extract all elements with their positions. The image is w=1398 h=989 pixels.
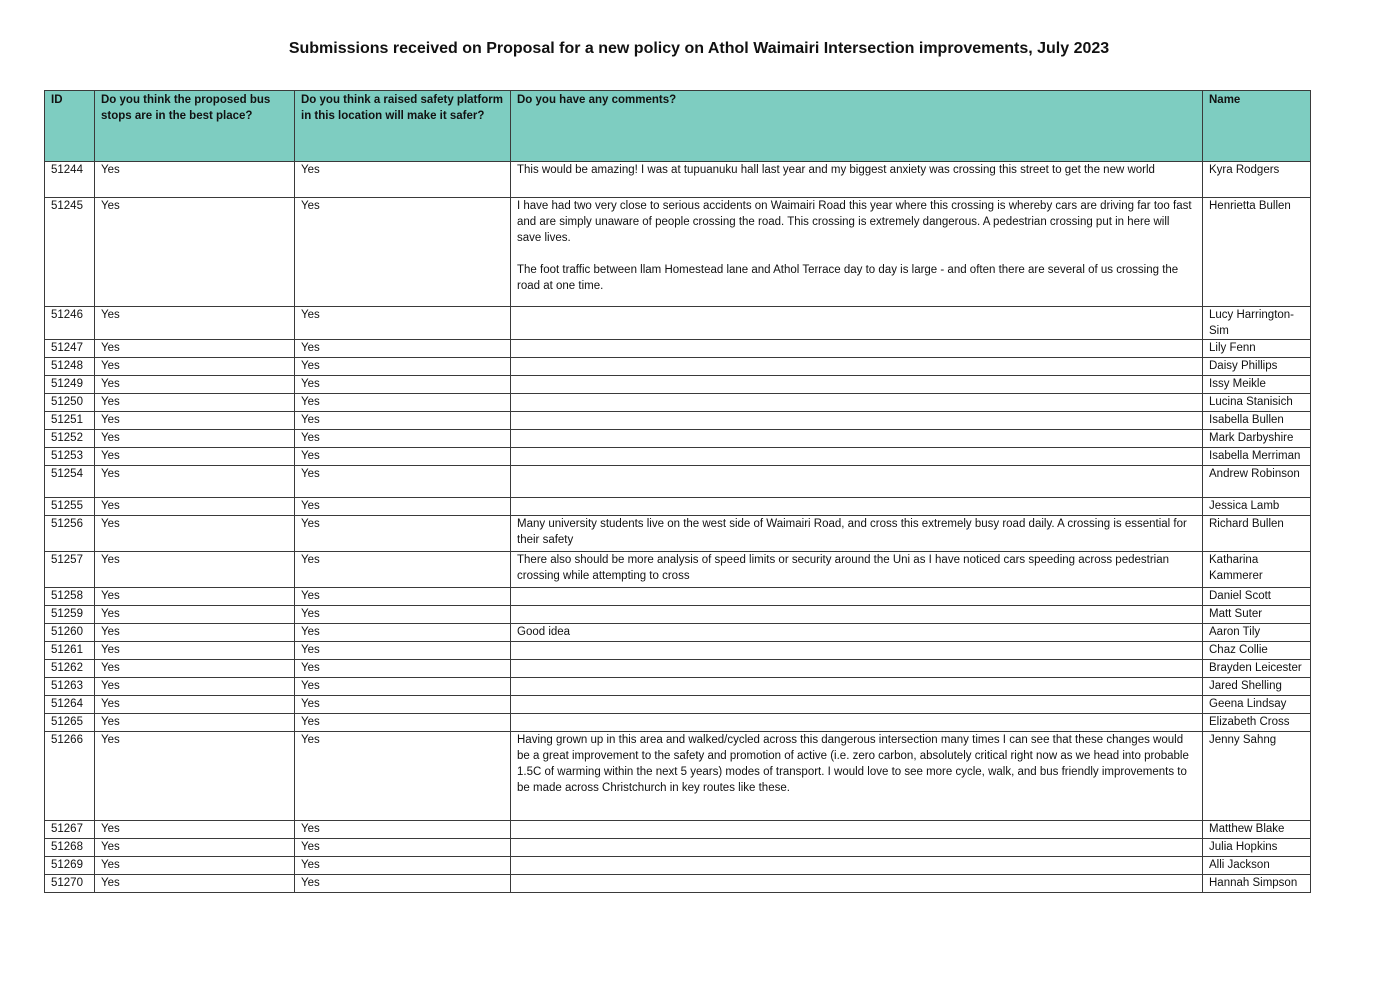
cell-id: 51258 <box>45 588 95 606</box>
cell-id: 51251 <box>45 412 95 430</box>
cell-bus-stops-answer: Yes <box>95 516 295 552</box>
cell-name: Chaz Collie <box>1203 642 1311 660</box>
cell-name: Julia Hopkins <box>1203 839 1311 857</box>
cell-comment <box>511 466 1203 498</box>
cell-id: 51250 <box>45 394 95 412</box>
cell-comment <box>511 624 1203 642</box>
cell-safety-platform-answer: Yes <box>295 307 511 340</box>
cell-comment <box>511 198 1203 307</box>
cell-name: Matthew Blake <box>1203 821 1311 839</box>
cell-safety-platform-answer: Yes <box>295 624 511 642</box>
cell-name: Mark Darbyshire <box>1203 430 1311 448</box>
cell-bus-stops-answer: Yes <box>95 732 295 821</box>
cell-comment <box>511 839 1203 857</box>
table-row <box>45 839 1311 857</box>
cell-name: Elizabeth Cross <box>1203 714 1311 732</box>
cell-safety-platform-answer: Yes <box>295 198 511 307</box>
header-name: Name <box>1203 91 1311 162</box>
cell-name: Geena Lindsay <box>1203 696 1311 714</box>
cell-comment <box>511 412 1203 430</box>
cell-id: 51268 <box>45 839 95 857</box>
cell-comment <box>511 552 1203 588</box>
cell-safety-platform-answer: Yes <box>295 376 511 394</box>
cell-name: Issy Meikle <box>1203 376 1311 394</box>
cell-safety-platform-answer: Yes <box>295 732 511 821</box>
cell-safety-platform-answer: Yes <box>295 821 511 839</box>
cell-bus-stops-answer: Yes <box>95 678 295 696</box>
table-row <box>45 875 1311 893</box>
cell-safety-platform-answer: Yes <box>295 430 511 448</box>
cell-safety-platform-answer: Yes <box>295 660 511 678</box>
cell-comment <box>511 660 1203 678</box>
cell-id: 51254 <box>45 466 95 498</box>
cell-bus-stops-answer: Yes <box>95 642 295 660</box>
cell-bus-stops-answer: Yes <box>95 340 295 358</box>
cell-name: Lily Fenn <box>1203 340 1311 358</box>
cell-safety-platform-answer: Yes <box>295 498 511 516</box>
cell-safety-platform-answer: Yes <box>295 466 511 498</box>
cell-safety-platform-answer: Yes <box>295 588 511 606</box>
cell-id: 51256 <box>45 516 95 552</box>
cell-safety-platform-answer: Yes <box>295 340 511 358</box>
cell-id: 51247 <box>45 340 95 358</box>
table-row <box>45 714 1311 732</box>
table-header-row <box>45 91 1311 162</box>
cell-name: Daniel Scott <box>1203 588 1311 606</box>
comment-paragraph: This would be amazing! I was at tupuanuku hall last year and my biggest anxiety was crossing this street to get the new world <box>517 164 1155 176</box>
cell-comment <box>511 588 1203 606</box>
cell-bus-stops-answer: Yes <box>95 198 295 307</box>
comment-paragraph: I have had two very close to serious accidents on Waimairi Road this year where this crossing is whereby cars are driving far too fast and are simply unaware of people crossing the road. This crossing is extremely dangerous. A pedestrian crossing put in here will save lives. <box>517 200 1192 244</box>
cell-name: Isabella Bullen <box>1203 412 1311 430</box>
table-row <box>45 588 1311 606</box>
cell-name: Andrew Robinson <box>1203 466 1311 498</box>
cell-safety-platform-answer: Yes <box>295 394 511 412</box>
comment-paragraph: Many university students live on the west side of Waimairi Road, and cross this extremely busy road daily. A crossing is essential for their safety <box>517 518 1187 546</box>
table-row <box>45 394 1311 412</box>
cell-comment <box>511 307 1203 340</box>
cell-bus-stops-answer: Yes <box>95 466 295 498</box>
cell-id: 51252 <box>45 430 95 448</box>
cell-bus-stops-answer: Yes <box>95 821 295 839</box>
table-row <box>45 678 1311 696</box>
cell-name: Jenny Sahng <box>1203 732 1311 821</box>
header-safety-platform-question: Do you think a raised safety platform in this location will make it safer? <box>295 91 511 162</box>
cell-safety-platform-answer: Yes <box>295 875 511 893</box>
table-row <box>45 162 1311 198</box>
table-row <box>45 624 1311 642</box>
table-row <box>45 412 1311 430</box>
cell-comment <box>511 394 1203 412</box>
cell-bus-stops-answer: Yes <box>95 162 295 198</box>
cell-comment <box>511 732 1203 821</box>
cell-name: Isabella Merriman <box>1203 448 1311 466</box>
table-row <box>45 821 1311 839</box>
cell-id: 51257 <box>45 552 95 588</box>
table-row <box>45 198 1311 307</box>
cell-id: 51244 <box>45 162 95 198</box>
cell-safety-platform-answer: Yes <box>295 696 511 714</box>
table-row <box>45 430 1311 448</box>
cell-bus-stops-answer: Yes <box>95 714 295 732</box>
cell-safety-platform-answer: Yes <box>295 448 511 466</box>
cell-name: Hannah Simpson <box>1203 875 1311 893</box>
cell-id: 51263 <box>45 678 95 696</box>
cell-bus-stops-answer: Yes <box>95 307 295 340</box>
cell-bus-stops-answer: Yes <box>95 430 295 448</box>
table-row <box>45 358 1311 376</box>
cell-safety-platform-answer: Yes <box>295 516 511 552</box>
table-row <box>45 340 1311 358</box>
comment-paragraph: Good idea <box>517 626 571 638</box>
cell-bus-stops-answer: Yes <box>95 857 295 875</box>
cell-bus-stops-answer: Yes <box>95 394 295 412</box>
cell-name: Matt Suter <box>1203 606 1311 624</box>
cell-id: 51264 <box>45 696 95 714</box>
cell-comment <box>511 606 1203 624</box>
cell-id: 51245 <box>45 198 95 307</box>
cell-safety-platform-answer: Yes <box>295 162 511 198</box>
cell-id: 51248 <box>45 358 95 376</box>
table-row <box>45 642 1311 660</box>
cell-bus-stops-answer: Yes <box>95 448 295 466</box>
cell-bus-stops-answer: Yes <box>95 875 295 893</box>
table-row <box>45 660 1311 678</box>
table-row <box>45 732 1311 821</box>
table-row <box>45 448 1311 466</box>
cell-safety-platform-answer: Yes <box>295 642 511 660</box>
table-row <box>45 498 1311 516</box>
cell-comment <box>511 678 1203 696</box>
cell-comment <box>511 642 1203 660</box>
paragraph-gap <box>517 246 1196 262</box>
table-body <box>45 162 1311 893</box>
cell-bus-stops-answer: Yes <box>95 588 295 606</box>
cell-bus-stops-answer: Yes <box>95 358 295 376</box>
cell-safety-platform-answer: Yes <box>295 857 511 875</box>
cell-comment <box>511 162 1203 198</box>
table-row <box>45 307 1311 340</box>
table-row <box>45 466 1311 498</box>
cell-comment <box>511 430 1203 448</box>
cell-id: 51267 <box>45 821 95 839</box>
cell-comment <box>511 358 1203 376</box>
cell-comment <box>511 516 1203 552</box>
cell-name: Katharina Kammerer <box>1203 552 1311 588</box>
cell-id: 51259 <box>45 606 95 624</box>
document-title: Submissions received on Proposal for a new policy on Athol Waimairi Intersection improvements, July 2023 <box>288 40 1110 57</box>
cell-comment <box>511 696 1203 714</box>
cell-name: Kyra Rodgers <box>1203 162 1311 198</box>
cell-name: Daisy Phillips <box>1203 358 1311 376</box>
cell-bus-stops-answer: Yes <box>95 376 295 394</box>
cell-id: 51260 <box>45 624 95 642</box>
cell-id: 51270 <box>45 875 95 893</box>
cell-safety-platform-answer: Yes <box>295 552 511 588</box>
header-comments: Do you have any comments? <box>511 91 1203 162</box>
cell-bus-stops-answer: Yes <box>95 839 295 857</box>
cell-comment <box>511 498 1203 516</box>
cell-name: Henrietta Bullen <box>1203 198 1311 307</box>
cell-bus-stops-answer: Yes <box>95 660 295 678</box>
cell-safety-platform-answer: Yes <box>295 714 511 732</box>
cell-id: 51253 <box>45 448 95 466</box>
submissions-table <box>44 90 1311 893</box>
table-row <box>45 552 1311 588</box>
table-row <box>45 516 1311 552</box>
cell-comment <box>511 821 1203 839</box>
cell-bus-stops-answer: Yes <box>95 552 295 588</box>
cell-name: Richard Bullen <box>1203 516 1311 552</box>
cell-comment <box>511 376 1203 394</box>
cell-bus-stops-answer: Yes <box>95 606 295 624</box>
cell-bus-stops-answer: Yes <box>95 696 295 714</box>
table-row <box>45 376 1311 394</box>
cell-id: 51265 <box>45 714 95 732</box>
cell-comment <box>511 340 1203 358</box>
table-row <box>45 696 1311 714</box>
cell-name: Aaron Tily <box>1203 624 1311 642</box>
cell-bus-stops-answer: Yes <box>95 498 295 516</box>
comment-paragraph: The foot traffic between llam Homestead lane and Athol Terrace day to day is large - and often there are several of us crossing the road at one time. <box>517 264 1179 292</box>
cell-name: Jessica Lamb <box>1203 498 1311 516</box>
cell-id: 51249 <box>45 376 95 394</box>
cell-bus-stops-answer: Yes <box>95 624 295 642</box>
cell-bus-stops-answer: Yes <box>95 412 295 430</box>
comment-paragraph: Having grown up in this area and walked/cycled across this dangerous intersection many times I can see that these changes would be a great improvement to the safety and promotion of active (i.e. zero carbon, absolutely critical right now as we head into probable 1.5C of warming within the next 5 years) modes of transport. I would love to see more cycle, walk, and bus friendly improvements to be made across Christchurch in key routes like these. <box>517 734 1189 794</box>
cell-name: Lucina Stanisich <box>1203 394 1311 412</box>
cell-id: 51262 <box>45 660 95 678</box>
header-bus-stops-question: Do you think the proposed bus stops are in the best place? <box>95 91 295 162</box>
table-row <box>45 606 1311 624</box>
cell-name: Brayden Leicester <box>1203 660 1311 678</box>
cell-id: 51255 <box>45 498 95 516</box>
cell-name: Alli Jackson <box>1203 857 1311 875</box>
cell-safety-platform-answer: Yes <box>295 606 511 624</box>
cell-comment <box>511 875 1203 893</box>
cell-safety-platform-answer: Yes <box>295 412 511 430</box>
cell-comment <box>511 857 1203 875</box>
comment-paragraph: There also should be more analysis of speed limits or security around the Uni as I have noticed cars speeding across pedestrian crossing while attempting to cross <box>517 554 1170 582</box>
table-row <box>45 857 1311 875</box>
cell-safety-platform-answer: Yes <box>295 358 511 376</box>
cell-comment <box>511 714 1203 732</box>
cell-safety-platform-answer: Yes <box>295 839 511 857</box>
cell-id: 51246 <box>45 307 95 340</box>
cell-name: Lucy Harrington-Sim <box>1203 307 1311 340</box>
cell-name: Jared Shelling <box>1203 678 1311 696</box>
cell-id: 51261 <box>45 642 95 660</box>
cell-id: 51266 <box>45 732 95 821</box>
cell-safety-platform-answer: Yes <box>295 678 511 696</box>
cell-comment <box>511 448 1203 466</box>
header-id: ID <box>45 91 95 162</box>
cell-id: 51269 <box>45 857 95 875</box>
